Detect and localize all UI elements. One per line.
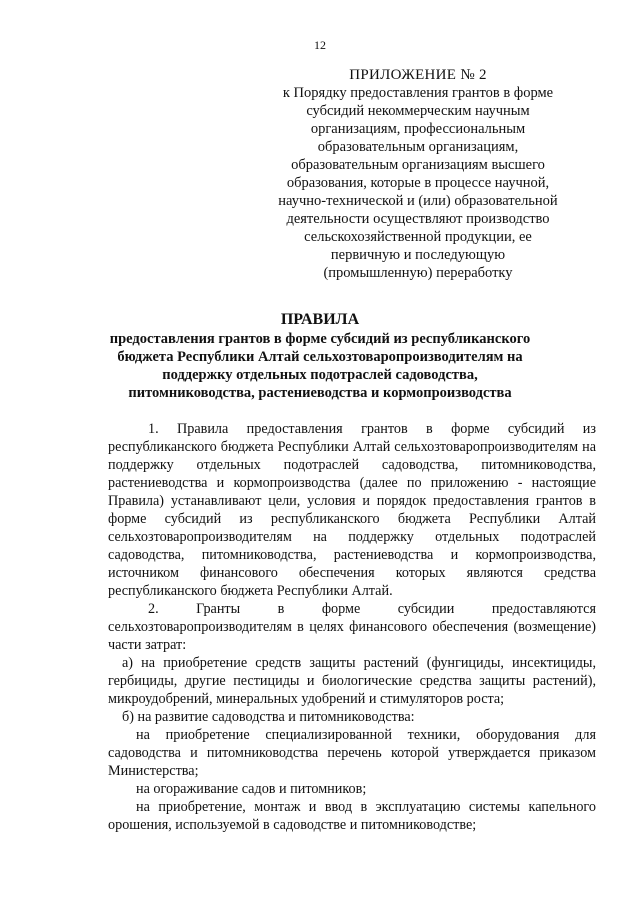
appendix-line: научно-технической и (или) образовательной: [278, 193, 558, 209]
paragraph-1: 1. Правила предоставления грантов в форме субсидий из республиканского бюджета Республики Алтай сельхозтоваропроизводителям на поддержку отдельных подотраслей садоводства, питомниководства, растениеводства и кормопроизводства (далее по приложению - настоящие Правила) устанавливают цели, условия и порядок предоставления грантов в форме субсидий из республиканского бюджета Республики Алтай сельхозтоваропроизводителям на поддержку отдельных подотраслей садоводства, питомниководства, растениеводства и кормопроизводства, источником финансового обеспечения которых являются средства республиканского бюджета Республики Алтай.: [108, 421, 596, 599]
appendix-line: образования, которые в процессе научной,: [286, 175, 550, 191]
appendix-line: к Порядку предоставления грантов в форме: [282, 85, 554, 101]
appendix-line: организациям, профессиональным: [310, 121, 526, 137]
paragraph-2: 2. Гранты в форме субсидии предоставляются сельхозтоваропроизводителям в целях финансового обеспечения (возмещение) части затрат:: [108, 601, 596, 653]
paragraph-2a: а) на приобретение средств защиты растений (фунгициды, инсектициды, гербициды, другие пестициды и биологические средства защиты растений), микроудобрений, минеральных удобрений и стимуляторов роста;: [108, 655, 596, 707]
paragraph-2b-item: на приобретение специализированной техники, оборудования для садоводства и питомниководства перечень которой утверждается приказом Министерства;: [108, 727, 596, 779]
appendix-line: образовательным организациям высшего: [291, 157, 545, 173]
page-number: 12: [314, 38, 326, 52]
paragraph-2b: б) на развитие садоводства и питомниководства:: [122, 709, 415, 725]
appendix-title: ПРИЛОЖЕНИЕ № 2: [349, 67, 487, 83]
paragraph-2b-item: на огораживание садов и питомников;: [136, 781, 367, 797]
document-body: [108, 420, 596, 834]
appendix-line: (промышленную) переработку: [323, 265, 513, 281]
appendix-line: образовательным организациям,: [317, 139, 519, 155]
appendix-header: [268, 66, 568, 282]
appendix-line: субсидий некоммерческим научным: [306, 103, 530, 119]
appendix-line: первичную и последующую: [330, 247, 506, 263]
document-title-block: [105, 310, 535, 402]
document-title: ПРАВИЛА: [280, 311, 360, 328]
document-subtitle: предоставления грантов в форме субсидий из республиканского бюджета Республики Алтай сельхозтоваропроизводителям на поддержку отдельных подотраслей садоводства, питомниководства, растениеводства и кормопроизводства: [109, 331, 531, 401]
paragraph-2b-item: на приобретение, монтаж и ввод в эксплуатацию системы капельного орошения, используемой в садоводстве и питомниководстве;: [108, 799, 596, 833]
appendix-line: деятельности осуществляют производство: [286, 211, 550, 227]
appendix-line: сельскохозяйственной продукции, ее: [304, 229, 532, 245]
